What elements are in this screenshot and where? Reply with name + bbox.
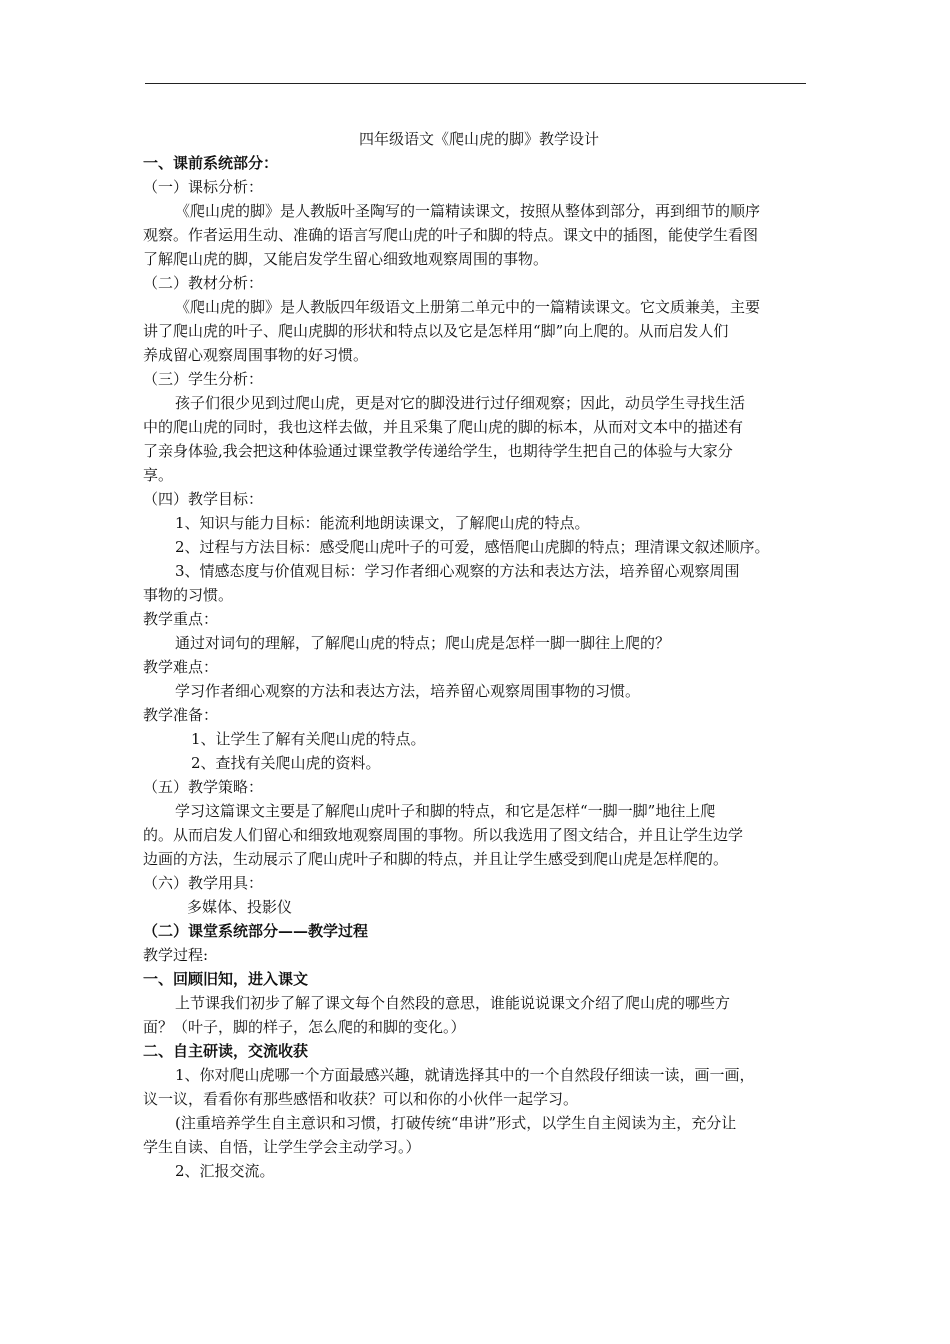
paragraph-line: 了亲身体验,我会把这种体验通过课堂教学传递给学生，也期待学生把自己的体验与大家分 bbox=[143, 442, 733, 460]
subsection-heading: （二）教材分析： bbox=[143, 274, 264, 292]
paragraph-line: 观察。作者运用生动、准确的语言写爬山虎的叶子和脚的特点。课文中的插图，能使学生看图 bbox=[143, 226, 759, 244]
paragraph-line: 上节课我们初步了解了课文每个自然段的意思，谁能说说课文介绍了爬山虎的哪些方 bbox=[175, 994, 731, 1012]
paragraph-line: 了解爬山虎的脚，又能启发学生留心细致地观察周围的事物。 bbox=[143, 250, 549, 268]
subsection-heading: （三）学生分析： bbox=[143, 370, 264, 388]
paragraph-line: 学习这篇课文主要是了解爬山虎叶子和脚的特点，和它是怎样“一脚一脚”地往上爬 bbox=[175, 802, 716, 820]
subsection-heading: （六）教学用具： bbox=[143, 874, 264, 892]
goal-item: 3、情感态度与价值观目标：学习作者细心观察的方法和表达方法，培养留心观察周围 bbox=[175, 562, 740, 580]
paragraph-line: 讲了爬山虎的叶子、爬山虎脚的形状和特点以及它是怎样用“脚”向上爬的。从而启发人们 bbox=[143, 322, 729, 340]
process-label: 教学过程: bbox=[143, 946, 209, 964]
step-heading: 一、回顾旧知，进入课文 bbox=[143, 970, 309, 988]
paragraph-line: 养成留心观察周围事物的好习惯。 bbox=[143, 346, 369, 364]
paragraph-line: 《爬山虎的脚》是人教版叶圣陶写的一篇精读课文，按照从整体到部分，再到细节的顺序 bbox=[175, 202, 761, 220]
subsection-heading: （一）课标分析： bbox=[143, 178, 264, 196]
step-heading: 二、自主研读，交流收获 bbox=[143, 1042, 309, 1060]
goal-item-continued: 事物的习惯。 bbox=[143, 586, 234, 604]
subsection-heading: （五）教学策略： bbox=[143, 778, 264, 796]
section-heading: （二）课堂系统部分——教学过程 bbox=[143, 922, 369, 940]
paragraph-line: 享。 bbox=[143, 466, 174, 484]
subsection-heading: （四）教学目标： bbox=[143, 490, 264, 508]
document-title: 四年级语文《爬山虎的脚》教学设计 bbox=[358, 130, 599, 148]
paragraph-line: 2、汇报交流。 bbox=[175, 1162, 275, 1180]
preparation-heading: 教学准备： bbox=[143, 706, 219, 724]
paragraph-line: 边画的方法，生动展示了爬山虎叶子和脚的特点，并且让学生感受到爬山虎是怎样爬的。 bbox=[143, 850, 729, 868]
document-body bbox=[143, 127, 815, 1183]
preparation-item: 1、让学生了解有关爬山虎的特点。 bbox=[191, 730, 426, 748]
paragraph-line: 议一议，看看你有那些感悟和收获？可以和你的小伙伴一起学习。 bbox=[143, 1090, 579, 1108]
section-heading: 一、课前系统部分： bbox=[143, 154, 279, 172]
paragraph-line: 学生自读、自悟，让学生学会主动学习。） bbox=[143, 1138, 421, 1156]
preparation-item: 2、查找有关爬山虎的资料。 bbox=[191, 754, 381, 772]
paragraph-line: 孩子们很少见到过爬山虎，更是对它的脚没进行过仔细观察；因此，动员学生寻找生活 bbox=[175, 394, 746, 412]
goal-item: 1、知识与能力目标：能流利地朗读课文，了解爬山虎的特点。 bbox=[175, 514, 590, 532]
paragraph-line: 面？（叶子，脚的样子，怎么爬的和脚的变化。） bbox=[143, 1018, 466, 1036]
header-rule bbox=[145, 83, 806, 84]
paragraph-line: 1、你对爬山虎哪一个方面最感兴趣，就请选择其中的一个自然段仔细读一读，画一画， bbox=[175, 1066, 755, 1084]
paragraph-line: 中的爬山虎的同时，我也这样去做，并且采集了爬山虎的脚的标本，从而对文本中的描述有 bbox=[143, 418, 744, 436]
key-points-heading: 教学重点： bbox=[143, 610, 219, 628]
tools-text: 多媒体、投影仪 bbox=[187, 898, 293, 916]
difficulties-text: 学习作者细心观察的方法和表达方法，培养留心观察周围事物的习惯。 bbox=[175, 682, 641, 700]
paragraph-line: 的。从而启发人们留心和细致地观察周围的事物。所以我选用了图文结合，并且让学生边学 bbox=[143, 826, 744, 844]
key-points-text: 通过对词句的理解，了解爬山虎的特点；爬山虎是怎样一脚一脚往上爬的？ bbox=[175, 634, 671, 652]
goal-item: 2、过程与方法目标：感受爬山虎叶子的可爱，感悟爬山虎脚的特点；理清课文叙述顺序。 bbox=[175, 538, 770, 556]
paragraph-line: (注重培养学生自主意识和习惯，打破传统“串讲”形式，以学生自主阅读为主，充分让 bbox=[175, 1114, 737, 1132]
paragraph-line: 《爬山虎的脚》是人教版四年级语文上册第二单元中的一篇精读课文。它文质兼美，主要 bbox=[175, 298, 761, 316]
difficulties-heading: 教学难点： bbox=[143, 658, 219, 676]
